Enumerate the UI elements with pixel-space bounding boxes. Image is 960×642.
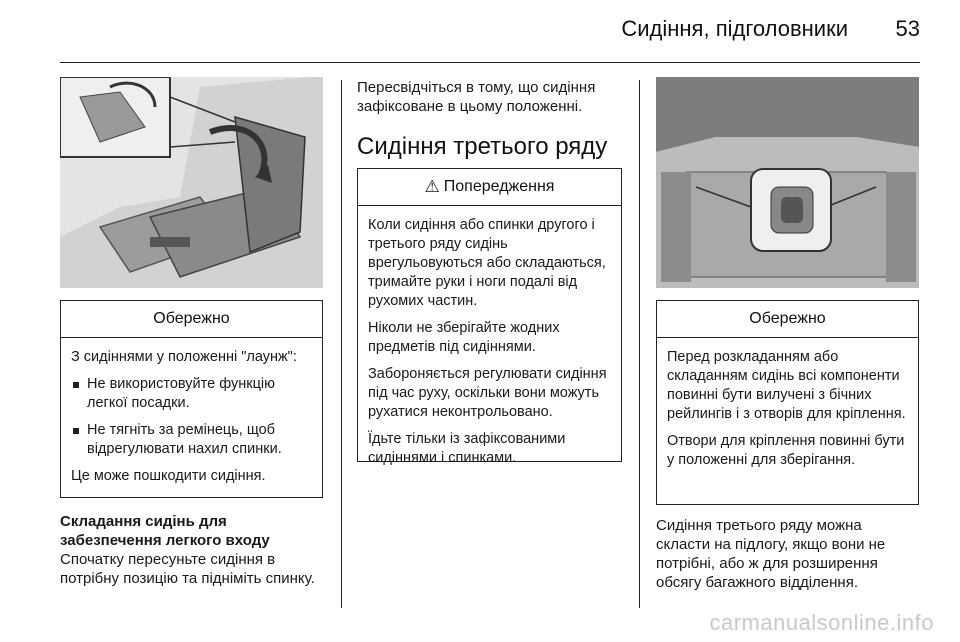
caution-intro: З сидіннями у положенні "лаунж": <box>71 349 297 365</box>
easy-entry-section <box>60 512 323 588</box>
column-divider <box>341 80 342 608</box>
section-title: Сидіння третього ряду <box>357 133 608 160</box>
bullet-square-icon <box>73 428 79 434</box>
body-text: Спочатку пересуньте сидіння в потрібну позицію та підніміть спинку. <box>60 551 315 587</box>
warning-title: Попередження <box>443 178 555 195</box>
page-header-title: Сидіння, підголовники <box>621 16 848 41</box>
warning-paragraph: Коли сидіння або спинки другого і третього ряду сидінь врегульовуються або складаються, тримайте руки і ноги подалі від рухомих частин. <box>368 217 606 309</box>
warning-triangle-icon: ⚠ <box>424 177 440 196</box>
bullet-square-icon <box>73 382 79 388</box>
watermark: carmanualsonline.info <box>709 610 934 635</box>
caution-outro: Це може пошкодити сидіння. <box>71 468 266 484</box>
caution-box <box>656 300 919 505</box>
caution-title: Обережно <box>61 301 322 338</box>
column-divider <box>639 80 640 608</box>
warning-paragraph: Їдьте тільки із зафіксованими сидіннями і спинками. <box>368 431 566 466</box>
list-item: Не використовуйте функцію легкої посадки. <box>71 375 312 413</box>
warning-header <box>358 169 621 206</box>
warning-paragraph: Ніколи не зберігайте жодних предметів під сидіннями. <box>368 320 560 355</box>
header-rule <box>60 62 920 63</box>
list-item: Не тягніть за ремінець, щоб відрегулювати нахил спинки. <box>71 421 312 459</box>
trunk-illustration <box>656 77 919 288</box>
caution-paragraph: Перед розкладанням або складанням сидінь всі компоненти повинні бути вилучені з бічних рейлингів і з отворів для кріплення. <box>667 349 906 422</box>
caution-box <box>60 300 323 498</box>
caution-title: Обережно <box>657 301 918 338</box>
intro-text: Пересвідчіться в тому, що сидіння зафіксоване в цьому положенні. <box>357 79 596 115</box>
caution-paragraph: Отвори для кріплення повинні бути у положенні для зберігання. <box>667 433 905 468</box>
warning-box <box>357 168 622 466</box>
body-text: Сидіння третього ряду можна скласти на підлогу, якщо вони не потрібні, або ж для розширення обсягу багажного відділення. <box>656 517 886 591</box>
subheading: Складання сидінь для забезпечення легкого входу <box>60 513 270 549</box>
seat-folding-illustration <box>60 77 323 288</box>
page-number: 53 <box>895 16 920 41</box>
warning-paragraph: Забороняється регулювати сидіння під час руху, оскільки вони можуть рухатися неконтрольовано. <box>368 366 607 420</box>
